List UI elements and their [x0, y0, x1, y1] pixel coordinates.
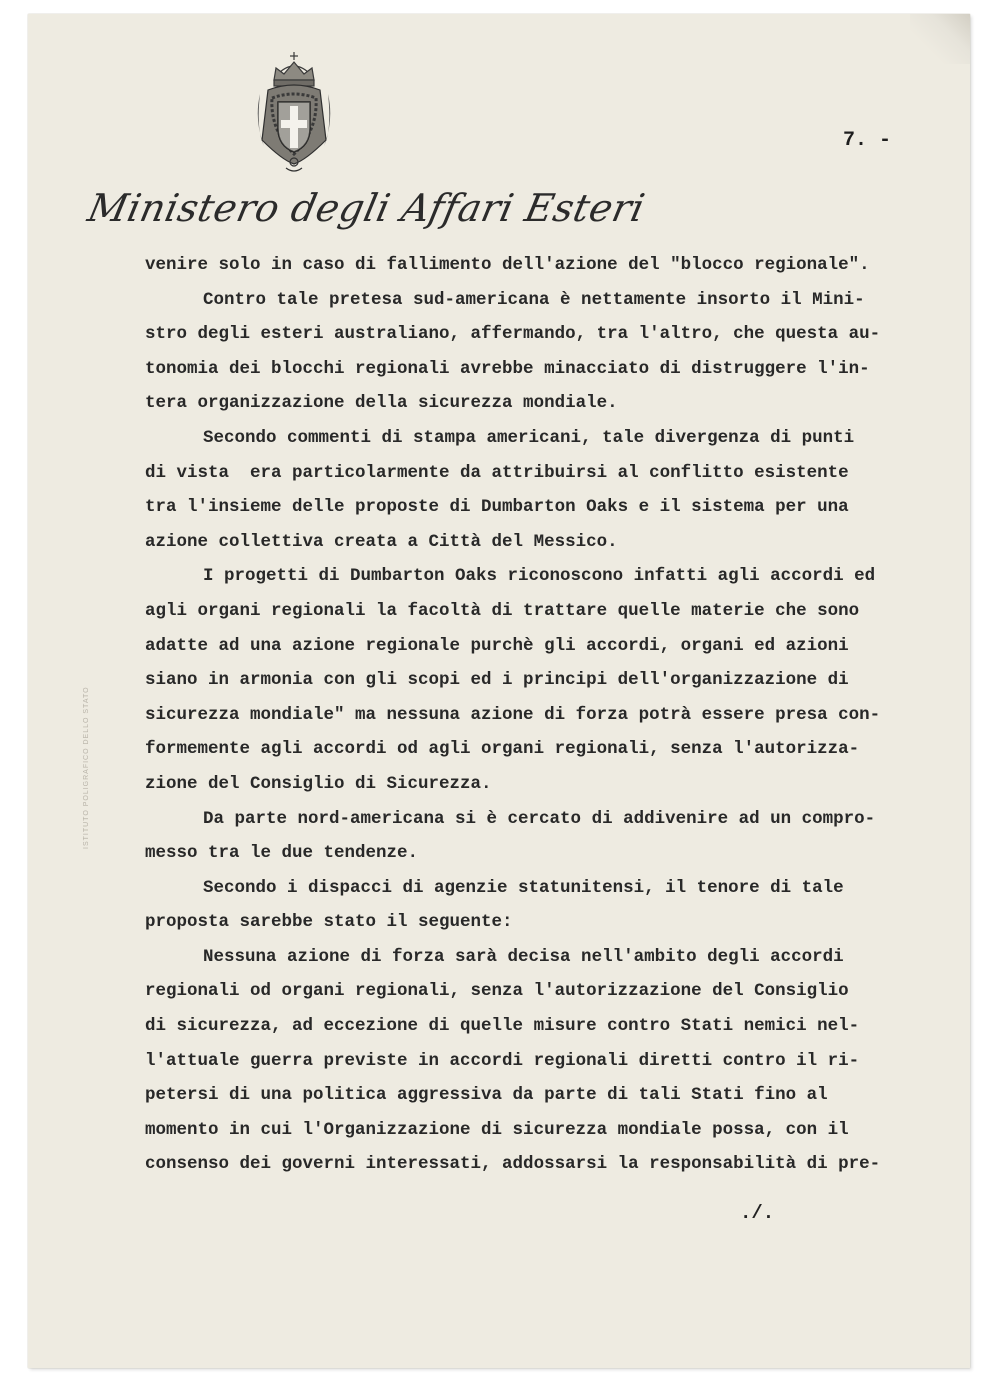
text-line: tonomia dei blocchi regionali avrebbe minacciato di distruggere l'in-	[145, 358, 870, 379]
text-line: proposta sarebbe stato il seguente:	[145, 912, 513, 933]
text-line: di sicurezza, ad eccezione di quelle misure contro Stati nemici nel-	[145, 1016, 860, 1037]
text-line: Secondo i dispacci di agenzie statunitensi, il tenore di tale	[203, 877, 844, 898]
text-line: adatte ad una azione regionale purchè gli accordi, organi ed azioni	[145, 635, 849, 656]
letterhead-ministry-name: Ministero degli Affari Esteri	[84, 186, 649, 230]
paper-corner-wear	[910, 14, 970, 64]
text-line: formemente agli accordi od agli organi regionali, senza l'autorizza-	[145, 739, 860, 760]
text-line: petersi di una politica aggressiva da parte di tali Stati fino al	[145, 1085, 828, 1106]
text-line: azione collettiva creata a Città del Messico.	[145, 531, 618, 552]
text-line: venire solo in caso di fallimento dell'azione del "blocco regionale".	[145, 255, 870, 275]
text-line: di vista era particolarmente da attribuirsi al conflitto esistente	[145, 462, 849, 483]
page-number: 7. -	[843, 129, 892, 152]
continuation-mark: ./.	[740, 1202, 775, 1224]
text-line: I progetti di Dumbarton Oaks riconoscono infatti agli accordi ed	[203, 566, 876, 587]
text-line: consenso dei governi interessati, addossarsi la responsabilità di pre-	[145, 1154, 881, 1175]
text-line: tra l'insieme delle proposte di Dumbarton Oaks e il sistema per una	[145, 497, 849, 518]
text-line: messo tra le due tendenze.	[145, 843, 419, 864]
text-line: zione del Consiglio di Sicurezza.	[145, 773, 492, 794]
text-line: Nessuna azione di forza sarà decisa nell'ambito degli accordi	[203, 946, 844, 967]
text-line: momento in cui l'Organizzazione di sicurezza mondiale possa, con il	[145, 1119, 849, 1140]
savoy-royal-crest-icon	[246, 50, 342, 176]
text-line: siano in armonia con gli scopi ed i principi dell'organizzazione di	[145, 670, 849, 691]
text-line: l'attuale guerra previste in accordi regionali diretti contro il ri-	[145, 1050, 860, 1071]
typewritten-body	[145, 248, 965, 1182]
text-line: regionali od organi regionali, senza l'autorizzazione del Consiglio	[145, 981, 849, 1002]
printer-imprint: ISTITUTO POLIGRAFICO DELLO STATO	[83, 686, 90, 849]
text-line: sicurezza mondiale" ma nessuna azione di forza potrà essere presa con-	[145, 704, 881, 725]
text-line: Da parte nord-americana si è cercato di addivenire ad un compro-	[203, 808, 876, 829]
text-line: tera organizzazione della sicurezza mondiale.	[145, 393, 618, 414]
text-line: Secondo commenti di stampa americani, tale divergenza di punti	[203, 427, 855, 448]
text-line: stro degli esteri australiano, affermando, tra l'altro, che questa au-	[145, 324, 881, 345]
text-line: Contro tale pretesa sud-americana è nettamente insorto il Mini-	[203, 289, 865, 310]
text-line: agli organi regionali la facoltà di trattare quelle materie che sono	[145, 600, 860, 621]
